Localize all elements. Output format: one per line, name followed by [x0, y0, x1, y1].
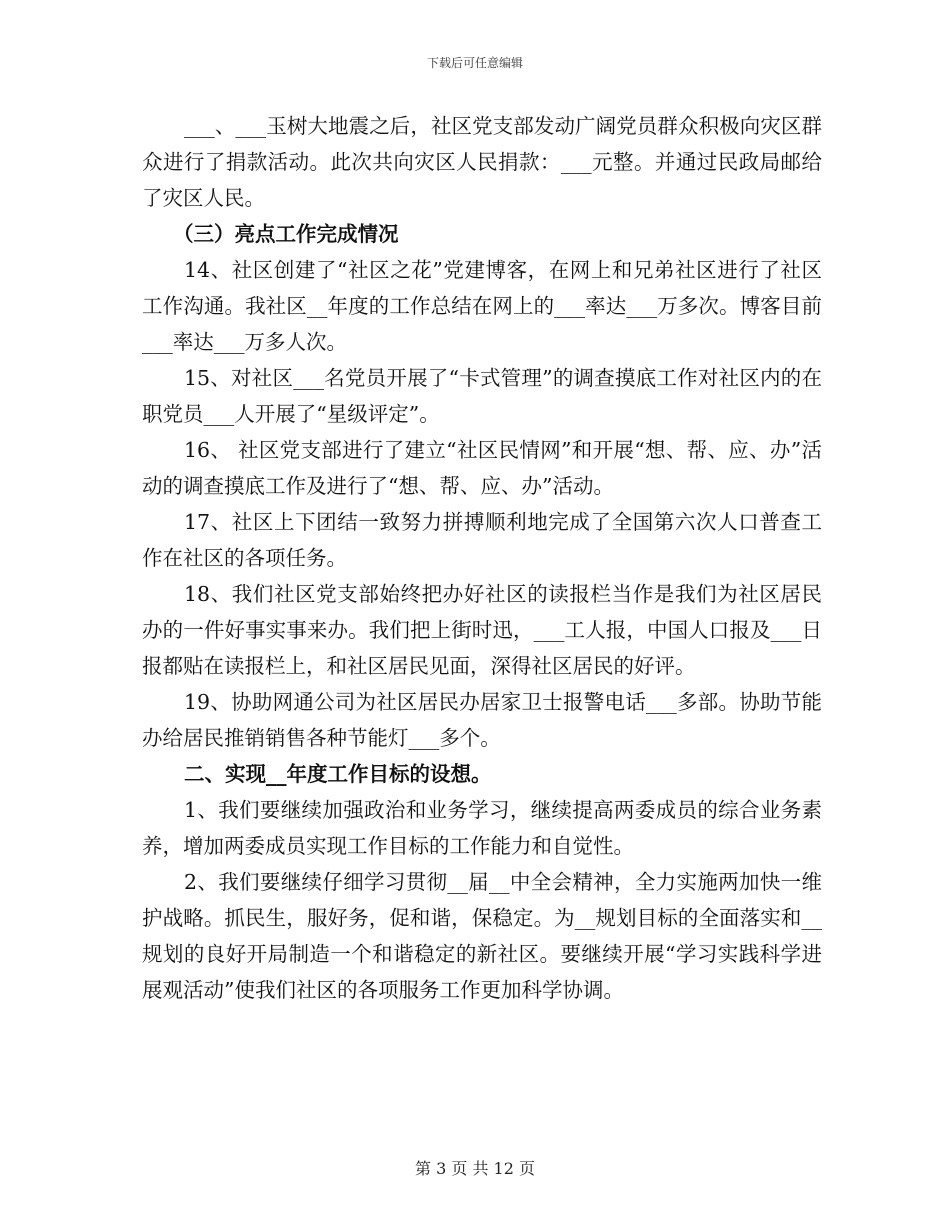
paragraph-item-19: 19、协助网通公司为社区居民办居家卫士报警电话___多部。协助节能办给居民推销销售各种节能灯___多个。: [142, 690, 822, 750]
document-body: [142, 108, 822, 1008]
paragraph-item-18: 18、我们社区党支部始终把办好社区的读报栏当作是我们为社区居民办的一件好事实事来办。我们把上街时迅，___工人报，中国人口报及___日报都贴在读报栏上，和社区居民见面，深得社区居民的好评。: [142, 582, 822, 678]
paragraph-donation: ___、___玉树大地震之后，社区党支部发动广阔党员群众积极向灾区群众进行了捐款活动。此次共向灾区人民捐款：___元整。并通过民政局邮给了灾区人民。: [142, 114, 822, 210]
paragraph-goal-1: 1、我们要继续加强政治和业务学习，继续提高两委成员的综合业务素养，增加两委成员实现工作目标的工作能力和自觉性。: [142, 798, 822, 858]
paragraph-item-14: 14、社区创建了“社区之花”党建博客，在网上和兄弟社区进行了社区工作沟通。我社区__年度的工作总结在网上的___率达___万多次。博客目前___率达___万多人次。: [142, 258, 822, 354]
section-heading-goals: 二、实现__年度工作目标的设想。: [184, 762, 492, 786]
page-header-note: 下载后可任意编辑: [426, 56, 523, 70]
paragraph-item-16: 16、 社区党支部进行了建立“社区民情网”和开展“想、帮、应、办”活动的调查摸底工作及进行了“想、帮、应、办”活动。: [142, 438, 822, 498]
paragraph-item-17: 17、社区上下团结一致努力拼搏顺利地完成了全国第六次人口普查工作在社区的各项任务。: [142, 510, 822, 570]
page-number: 第 3 页 共 12 页: [415, 1159, 535, 1178]
paragraph-item-15: 15、对社区___名党员开展了“卡式管理”的调查摸底工作对社区内的在职党员___人开展了“星级评定”。: [142, 366, 822, 426]
section-heading-highlights: （三）亮点工作完成情况: [173, 222, 399, 246]
paragraph-goal-2: 2、我们要继续仔细学习贯彻__届__中全会精神，全力实施两加快一维护战略。抓民生，服好务，促和谐，保稳定。为__规划目标的全面落实和__规划的良好开局制造一个和谐稳定的新社区。要继续开展“学习实践科学进展观活动”使我们社区的各项服务工作更加科学协调。: [142, 870, 822, 1002]
